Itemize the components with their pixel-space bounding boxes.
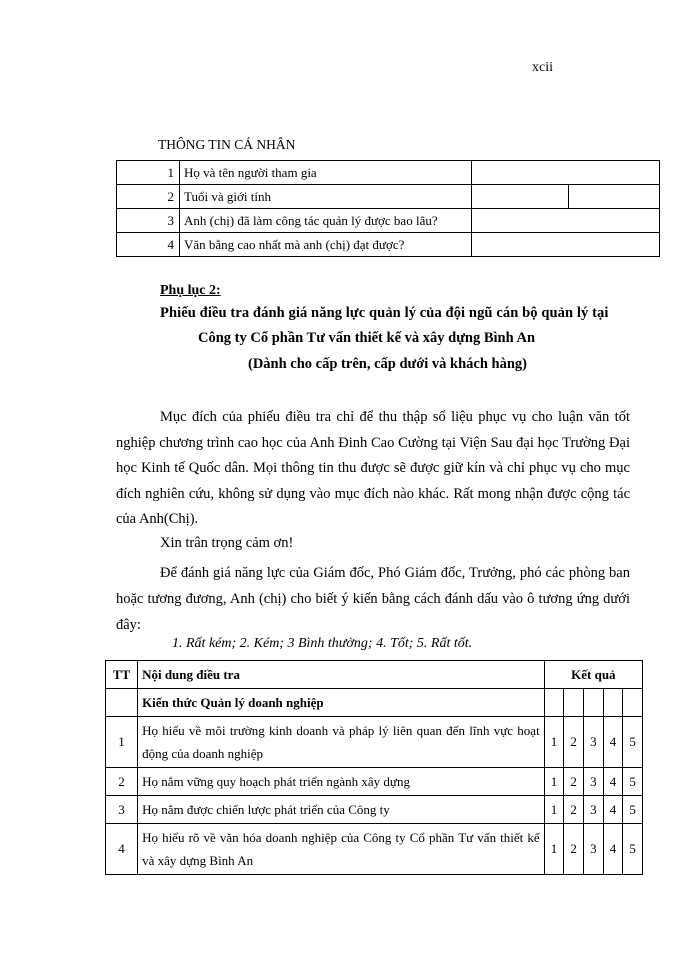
question-cell: Họ hiểu về môi trường kinh doanh và pháp lý liên quan đến lĩnh vực hoạt động của doanh nghiệp <box>138 717 545 768</box>
purpose-paragraph: Mục đích của phiếu điều tra chỉ để thu thập số liệu phục vụ cho luận văn tốt nghiệp chương trình cao học của Anh Đinh Cao Cường tại Viện Sau đại học Trường Đại học Kinh tế Quốc dân. Mọi thông tin thu được sẽ được giữ kín và chỉ phục vụ cho mục đích nghiên cứu, không sử dụng vào mục đích nào khác. Rất mong nhận được cộng tác của Anh(Chị). <box>116 409 630 527</box>
question-cell: Họ nắm được chiến lược phát triển của Công ty <box>138 796 545 824</box>
age-answer-cell[interactable] <box>472 185 569 209</box>
score-option[interactable]: 3 <box>584 717 604 768</box>
table-row <box>106 768 643 796</box>
score-option[interactable]: 1 <box>544 768 564 796</box>
header-result: Kết quả <box>544 661 642 689</box>
gender-answer-cell[interactable] <box>569 185 660 209</box>
question-cell: Tuổi và giới tính <box>180 185 472 209</box>
answer-cell[interactable] <box>472 209 660 233</box>
category-row <box>106 689 643 717</box>
score-option[interactable]: 1 <box>544 796 564 824</box>
score-option[interactable]: 2 <box>564 824 584 875</box>
row-number: 3 <box>106 796 138 824</box>
table-row <box>106 824 643 875</box>
table-header-row <box>106 661 643 689</box>
score-option[interactable]: 1 <box>544 824 564 875</box>
score-option[interactable]: 3 <box>584 824 604 875</box>
row-number: 1 <box>106 717 138 768</box>
row-number: 4 <box>117 233 180 257</box>
thanks-line: Xin trân trọng cảm ơn! <box>160 535 294 551</box>
personal-info-table <box>116 160 660 257</box>
category-label: Kiến thức Quản lý doanh nghiệp <box>138 689 545 717</box>
score-option[interactable]: 3 <box>584 796 604 824</box>
score-option[interactable]: 5 <box>623 796 643 824</box>
score-option[interactable]: 4 <box>603 796 623 824</box>
score-option[interactable]: 4 <box>603 717 623 768</box>
row-number: 2 <box>117 185 180 209</box>
score-option[interactable]: 5 <box>623 824 643 875</box>
instruction-paragraph: Để đánh giá năng lực của Giám đốc, Phó Giám đốc, Trưởng, phó các phòng ban hoặc tương đương, Anh (chị) cho biết ý kiến bằng cách đánh dấu vào ô tương ứng dưới đây: <box>116 565 630 633</box>
question-cell: Anh (chị) đã làm công tác quản lý được bao lâu? <box>180 209 472 233</box>
question-cell: Họ và tên người tham gia <box>180 161 472 185</box>
score-option[interactable]: 2 <box>564 796 584 824</box>
score-option[interactable]: 1 <box>544 717 564 768</box>
survey-table <box>105 660 643 875</box>
row-number: 4 <box>106 824 138 875</box>
score-option[interactable]: 3 <box>584 768 604 796</box>
table-row <box>106 717 643 768</box>
score-option[interactable]: 5 <box>623 717 643 768</box>
appendix-title-line3: (Dành cho cấp trên, cấp dưới và khách hàng) <box>248 356 527 372</box>
table-row <box>117 233 660 257</box>
score-option[interactable]: 5 <box>623 768 643 796</box>
header-content: Nội dung điều tra <box>138 661 545 689</box>
score-option[interactable]: 4 <box>603 768 623 796</box>
question-cell: Họ hiểu rõ về văn hóa doanh nghiệp của Công ty Cổ phần Tư vấn thiết kế và xây dựng Bình An <box>138 824 545 875</box>
row-number: 3 <box>117 209 180 233</box>
table-row <box>117 209 660 233</box>
score-option[interactable]: 4 <box>603 824 623 875</box>
appendix-title-line2: Công ty Cổ phần Tư vấn thiết kế và xây dựng Bình An <box>198 330 536 346</box>
question-cell: Văn bằng cao nhất mà anh (chị) đạt được? <box>180 233 472 257</box>
table-row <box>117 161 660 185</box>
answer-cell[interactable] <box>472 161 660 185</box>
appendix-title-line1: Phiếu điều tra đánh giá năng lực quản lý của đội ngũ cán bộ quản lý tại <box>160 305 609 321</box>
score-option[interactable]: 2 <box>564 768 584 796</box>
row-number: 2 <box>106 768 138 796</box>
table-row <box>117 185 660 209</box>
rating-scale: 1. Rất kém; 2. Kém; 3 Bình thường; 4. Tốt; 5. Rất tốt. <box>172 636 473 651</box>
page-number: xcii <box>532 60 553 75</box>
score-option[interactable]: 2 <box>564 717 584 768</box>
question-cell: Họ nắm vững quy hoạch phát triển ngành xây dựng <box>138 768 545 796</box>
table-row <box>106 796 643 824</box>
header-tt: TT <box>106 661 138 689</box>
answer-cell[interactable] <box>472 233 660 257</box>
personal-info-title: THÔNG TIN CÁ NHÂN <box>158 137 296 152</box>
row-number: 1 <box>117 161 180 185</box>
appendix-label: Phụ lục 2: <box>160 283 221 298</box>
